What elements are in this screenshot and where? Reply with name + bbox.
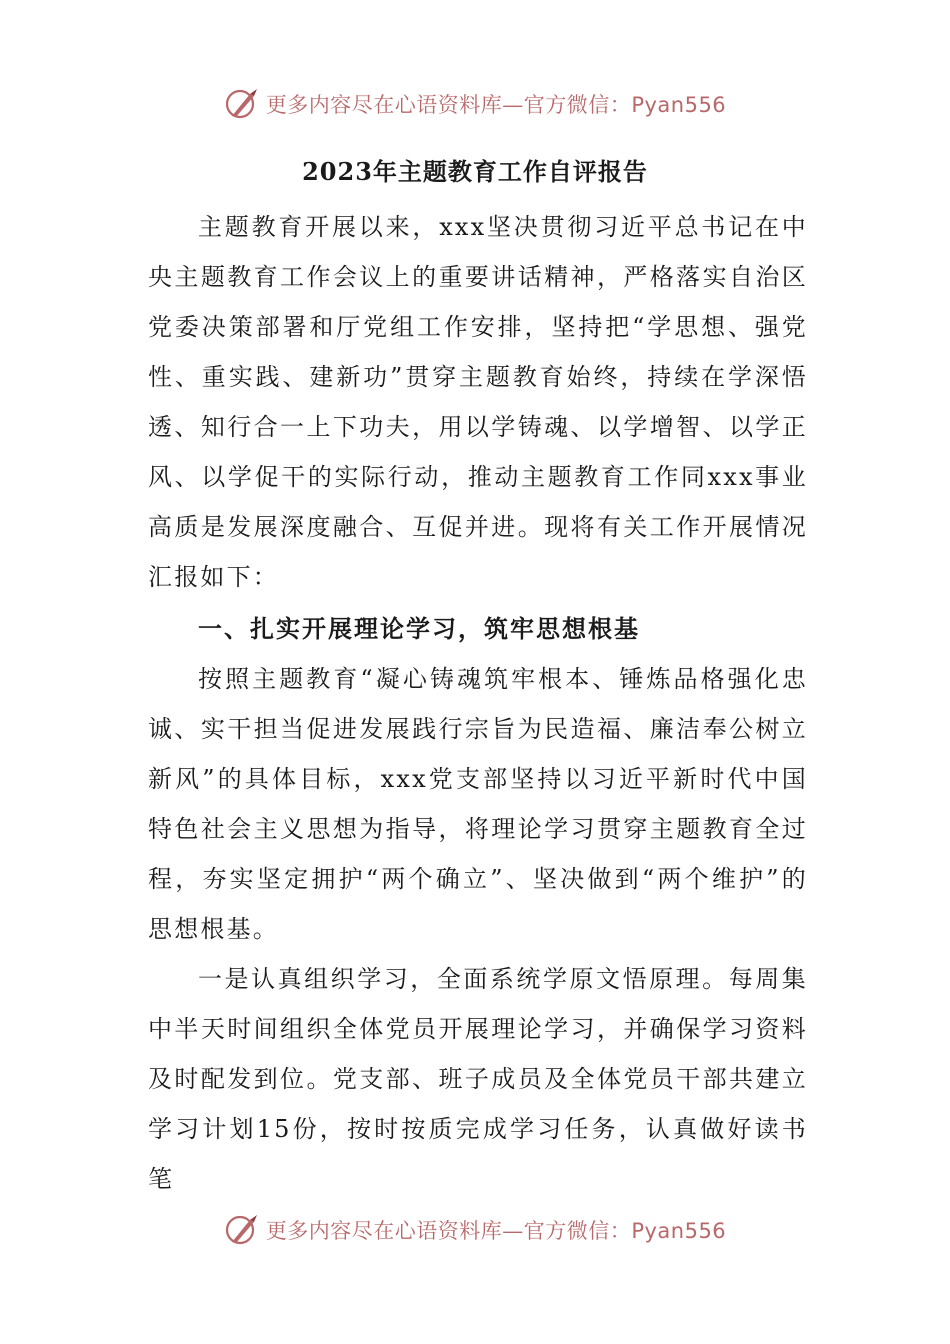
header-watermark-banner [0, 82, 950, 126]
watermark-text: 更多内容尽在心语资料库—官方微信：Pyan556 [265, 93, 727, 117]
quill-pen-logo-icon [224, 1212, 260, 1248]
intro-paragraph: 主题教育开展以来，xxx坚决贯彻习近平总书记在中央主题教育工作会议上的重要讲话精神，严格落实自治区党委决策部署和厅党组工作安排，坚持把“学思想、强党性、重实践、建新功”贯穿主题教育始终，持续在学深悟透、知行合一上下功夫，用以学铸魂、以学增智、以学正风、以学促干的实际行动，推动主题教育工作同xxx事业高质是发展深度融合、互促并进。现将有关工作开展情况汇报如下： [148, 213, 808, 591]
quill-pen-logo-icon [224, 86, 260, 122]
section-1-paragraph-1: 按照主题教育“凝心铸魂筑牢根本、锤炼品格强化忠诚、实干担当促进发展践行宗旨为民造福、廉洁奉公树立新风”的具体目标，xxx党支部坚持以习近平新时代中国特色社会主义思想为指导，将理论学习贯穿主题教育全过程，夯实坚定拥护“两个确立”、坚决做到“两个维护”的思想根基。 [148, 665, 808, 943]
section-1-paragraph-2: 一是认真组织学习，全面系统学原文悟原理。每周集中半天时间组织全体党员开展理论学习，并确保学习资料及时配发到位。党支部、班子成员及全体党员干部共建立学习计划15份，按时按质完成学习任务，认真做好读书笔 [148, 965, 808, 1193]
section-heading-1: 一、扎实开展理论学习，筑牢思想根基 [198, 614, 640, 643]
document-title: 2023年主题教育工作自评报告 [302, 157, 648, 186]
watermark-text: 更多内容尽在心语资料库—官方微信：Pyan556 [265, 1219, 727, 1243]
wechat-id: Pyan556 [631, 1219, 727, 1243]
document-body [148, 202, 808, 1204]
wechat-id: Pyan556 [631, 93, 727, 117]
footer-watermark-banner [0, 1208, 950, 1252]
